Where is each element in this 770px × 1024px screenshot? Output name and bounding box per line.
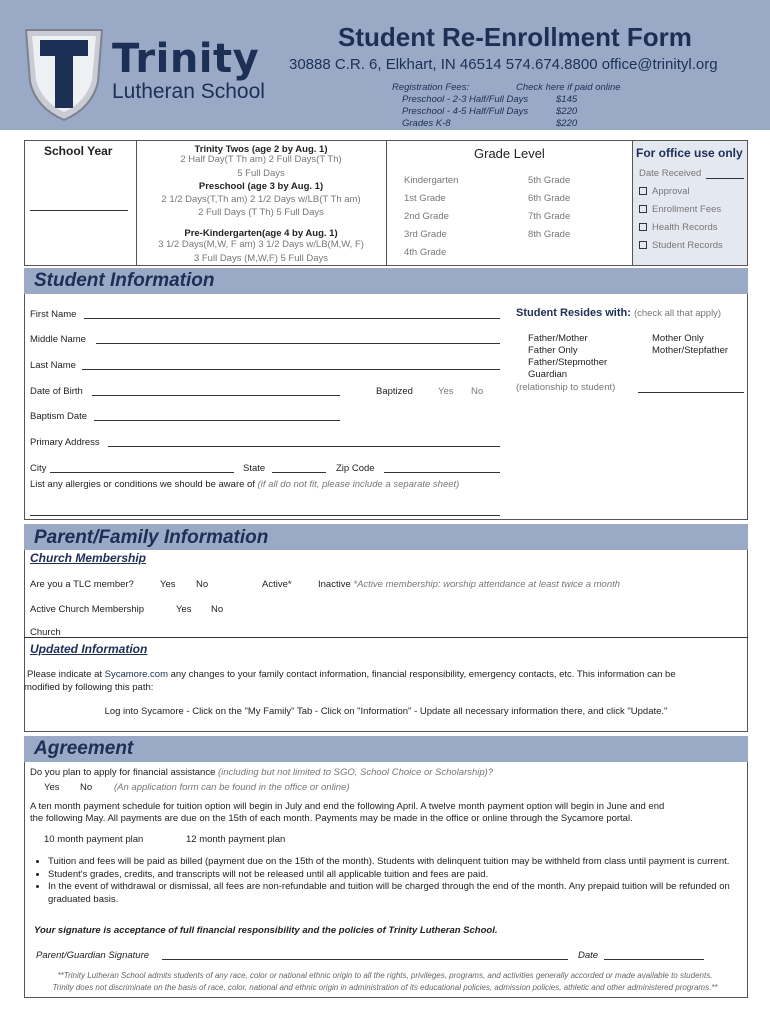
inactive-option [318, 579, 620, 590]
grade-option[interactable]: 3rd Grade [404, 229, 447, 240]
plan-12-month-option[interactable]: 12 month payment plan [186, 834, 286, 845]
tlc-member-question: Are you a TLC member? [30, 579, 134, 590]
baptized-no-option[interactable]: No [471, 386, 484, 397]
signature-statement: Your signature is acceptance of full financial responsibility and the policies of Trinity Lutheran School. [34, 925, 498, 936]
fee-item-amount: $220 [556, 118, 578, 129]
grade-option[interactable]: Kindergarten [404, 175, 459, 186]
active-option[interactable]: Active* [262, 579, 292, 590]
nondiscrimination-footer: Trinity does not discriminate on the basis of race, color, national and ethnic origin in administration of its educational policies, admission policies, athletic and other administered programs.** [52, 983, 718, 992]
grade-option[interactable]: 8th Grade [528, 229, 571, 240]
fee-item-amount: $145 [556, 94, 578, 105]
brand-subname: Lutheran School [112, 80, 265, 103]
signature-date-field[interactable] [604, 959, 704, 960]
city-field[interactable] [50, 472, 234, 473]
active-church-label: Active Church Membership [30, 604, 145, 615]
active-church-no-option[interactable]: No [211, 604, 224, 615]
parent-signature-label: Parent/Guardian Signature [36, 950, 150, 961]
office-check-item[interactable]: Student Records [639, 240, 723, 251]
parent-section-title: Parent/Family Information [34, 527, 269, 548]
church-field[interactable] [24, 637, 748, 638]
resides-option[interactable]: Father/Mother [528, 333, 588, 344]
fee-item-label: Preschool - 2-3 Half/Full Days [402, 94, 529, 105]
policy-bullet: • Tuition and fees will be paid as billed (payment due on the 15th of the month). Students with delinquent tuition may be withheld from class until payment is current. [48, 856, 744, 869]
grade-option[interactable]: 5th Grade [528, 175, 571, 186]
city-label: City [30, 463, 47, 474]
prek-title: Pre-Kindergarten(age 4 by Aug. 1) [184, 228, 338, 239]
resides-option[interactable]: Guardian [528, 369, 568, 380]
policy-bullet-list [34, 856, 744, 906]
fa-yes-option[interactable]: Yes [44, 782, 60, 793]
school-address: 30888 C.R. 6, Elkhart, IN 46514 574.674.8800 office@trinityl.org [289, 56, 718, 73]
twos-options[interactable]: 2 Half Day(T Th am) 2 Full Days(T Th) [180, 154, 342, 165]
baptism-date-label: Baptism Date [30, 411, 88, 422]
twos-title: Trinity Twos (age 2 by Aug. 1) [194, 144, 328, 155]
fee-item-label: Preschool - 4-5 Half/Full Days [402, 106, 529, 117]
primary-address-label: Primary Address [30, 437, 100, 448]
office-check-item[interactable]: Enrollment Fees [639, 204, 721, 215]
office-check-item[interactable]: Approval [639, 186, 690, 197]
resides-title: Student Resides with: (check all that apply) [516, 307, 722, 319]
date-received-label: Date Received [639, 168, 702, 179]
grade-level-title: Grade Level [474, 146, 545, 161]
tlc-yes-option[interactable]: Yes [160, 579, 176, 590]
grade-option[interactable]: 6th Grade [528, 193, 571, 204]
last-name-label: Last Name [30, 360, 76, 371]
dob-label: Date of Birth [30, 386, 83, 397]
relationship-label: (relationship to student) [516, 382, 616, 393]
date-label: Date [578, 950, 599, 961]
middle-name-label: Middle Name [30, 334, 86, 345]
preschool-title: Preschool (age 3 by Aug. 1) [198, 181, 324, 192]
preschool-options[interactable]: 2 1/2 Days(T,Th am) 2 1/2 Days w/LB(T Th am) [161, 194, 361, 205]
tlc-no-option[interactable]: No [196, 579, 209, 590]
payment-schedule-text: A ten month payment schedule for tuition option will begin in July and end the following April. A twelve month payment option will begin in June and end [30, 801, 665, 812]
checkbox-icon[interactable] [639, 241, 647, 249]
allergies-field[interactable] [30, 515, 500, 516]
financial-assistance-note: (including but not limited to SGO, School Choice or Scholarship)? [218, 767, 494, 778]
grade-option[interactable]: 4th Grade [404, 247, 447, 258]
updated-info-text: modified by following this path: [24, 682, 154, 693]
office-check-item[interactable]: Health Records [639, 222, 717, 233]
first-name-field[interactable] [84, 318, 500, 319]
zip-field[interactable] [384, 472, 500, 473]
resides-note: (check all that apply) [633, 308, 722, 319]
grade-option[interactable]: 1st Grade [404, 193, 446, 204]
sycamore-path-text: Log into Sycamore - Click on the "My Family" Tab - Click on "Information" - Update all necessary information there, and click "Update." [104, 706, 668, 717]
baptism-date-field[interactable] [94, 420, 340, 421]
agreement-section-title: Agreement [34, 738, 134, 759]
grade-option[interactable]: 2nd Grade [404, 211, 449, 222]
dob-field[interactable] [92, 395, 340, 396]
school-year-field[interactable] [30, 210, 128, 211]
church-label: Church [30, 627, 61, 638]
church-membership-heading: Church Membership [30, 551, 147, 565]
signature-field[interactable] [162, 959, 568, 960]
divider [386, 140, 387, 266]
state-label: State [243, 463, 266, 474]
financial-assistance-question: Do you plan to apply for financial assistance (including but not limited to SGO, School Choice or Scholarship)? [30, 767, 494, 778]
checkbox-icon[interactable] [639, 223, 647, 231]
baptized-yes-option[interactable]: Yes [438, 386, 454, 397]
allergies-note: (if all do not fit, please include a separate sheet) [257, 479, 460, 490]
payment-schedule-text: the following May. All payments are due on the 15th of each month. Payments may be made in the office or online through the Sycamore portal. [30, 813, 633, 824]
fee-item-amount: $220 [556, 106, 578, 117]
paid-online-label: Check here if paid online [516, 82, 621, 93]
shield-logo-icon [22, 24, 106, 122]
checkbox-icon[interactable] [639, 205, 647, 213]
date-received-field[interactable] [706, 178, 744, 179]
form-title: Student Re-Enrollment Form [338, 22, 692, 52]
updated-info-text: Please indicate at Sycamore.com any changes to your family contact information, financial responsibility, emergency contacts, etc. This information can be [27, 669, 676, 680]
grade-option[interactable]: 7th Grade [528, 211, 571, 222]
fee-item-label: Grades K-8 [402, 118, 451, 129]
resides-option[interactable]: Mother Only [652, 333, 704, 344]
primary-address-field[interactable] [108, 446, 500, 447]
student-section-title: Student Information [34, 270, 215, 291]
office-use-title: For office use only [636, 146, 743, 160]
active-note: *Active membership: worship attendance at least twice a month [353, 579, 621, 590]
plan-10-month-option[interactable]: 10 month payment plan [44, 834, 144, 845]
active-church-yes-option[interactable]: Yes [176, 604, 192, 615]
policy-bullet: • In the event of withdrawal or dismissal, all fees are non-refundable and tuition will be charged through the end of the month. Any prepaid tuition will be refunded on graduated basis. [48, 881, 744, 906]
baptized-label: Baptized [376, 386, 413, 397]
checkbox-icon[interactable] [639, 187, 647, 195]
divider [136, 140, 137, 266]
nondiscrimination-footer: **Trinity Lutheran School admits students of any race, color or national ethnic origin to all the rights, privileges, programs, and activities generally accorded or made available to students. [57, 971, 713, 980]
prek-options[interactable]: 3 Full Days (M,W,F) 5 Full Days [193, 253, 329, 264]
school-year-label: School Year [44, 144, 113, 158]
brand-name: Trinity [112, 36, 260, 82]
first-name-label: First Name [30, 309, 77, 320]
inactive-option-label[interactable]: Inactive [318, 579, 351, 590]
application-note: (An application form can be found in the office or online) [114, 782, 350, 793]
last-name-field[interactable] [82, 369, 500, 370]
updated-info-heading: Updated Information [30, 642, 148, 656]
resides-option[interactable]: Mother/Stepfather [652, 345, 729, 356]
preschool-options[interactable]: 2 Full Days (T Th) 5 Full Days [198, 207, 324, 218]
fees-label: Registration Fees: [392, 82, 470, 93]
resides-option[interactable]: Father/Stepmother [528, 357, 608, 368]
twos-options[interactable]: 5 Full Days [237, 168, 285, 179]
zip-label: Zip Code [336, 463, 375, 474]
guardian-relationship-field[interactable] [638, 392, 744, 393]
fa-no-option[interactable]: No [80, 782, 93, 793]
resides-option[interactable]: Father Only [528, 345, 578, 356]
sycamore-link[interactable]: Sycamore.com [104, 669, 168, 680]
prek-options[interactable]: 3 1/2 Days(M,W, F am) 3 1/2 Days w/LB(M,W, F) [158, 239, 364, 250]
state-field[interactable] [272, 472, 326, 473]
middle-name-field[interactable] [96, 343, 500, 344]
policy-bullet: • Student's grades, credits, and transcripts will not be released until all applicable tuition and fees are paid. [48, 869, 744, 882]
allergies-label: List any allergies or conditions we should be aware of (if all do not fit, please include a separate sheet) [30, 479, 460, 490]
